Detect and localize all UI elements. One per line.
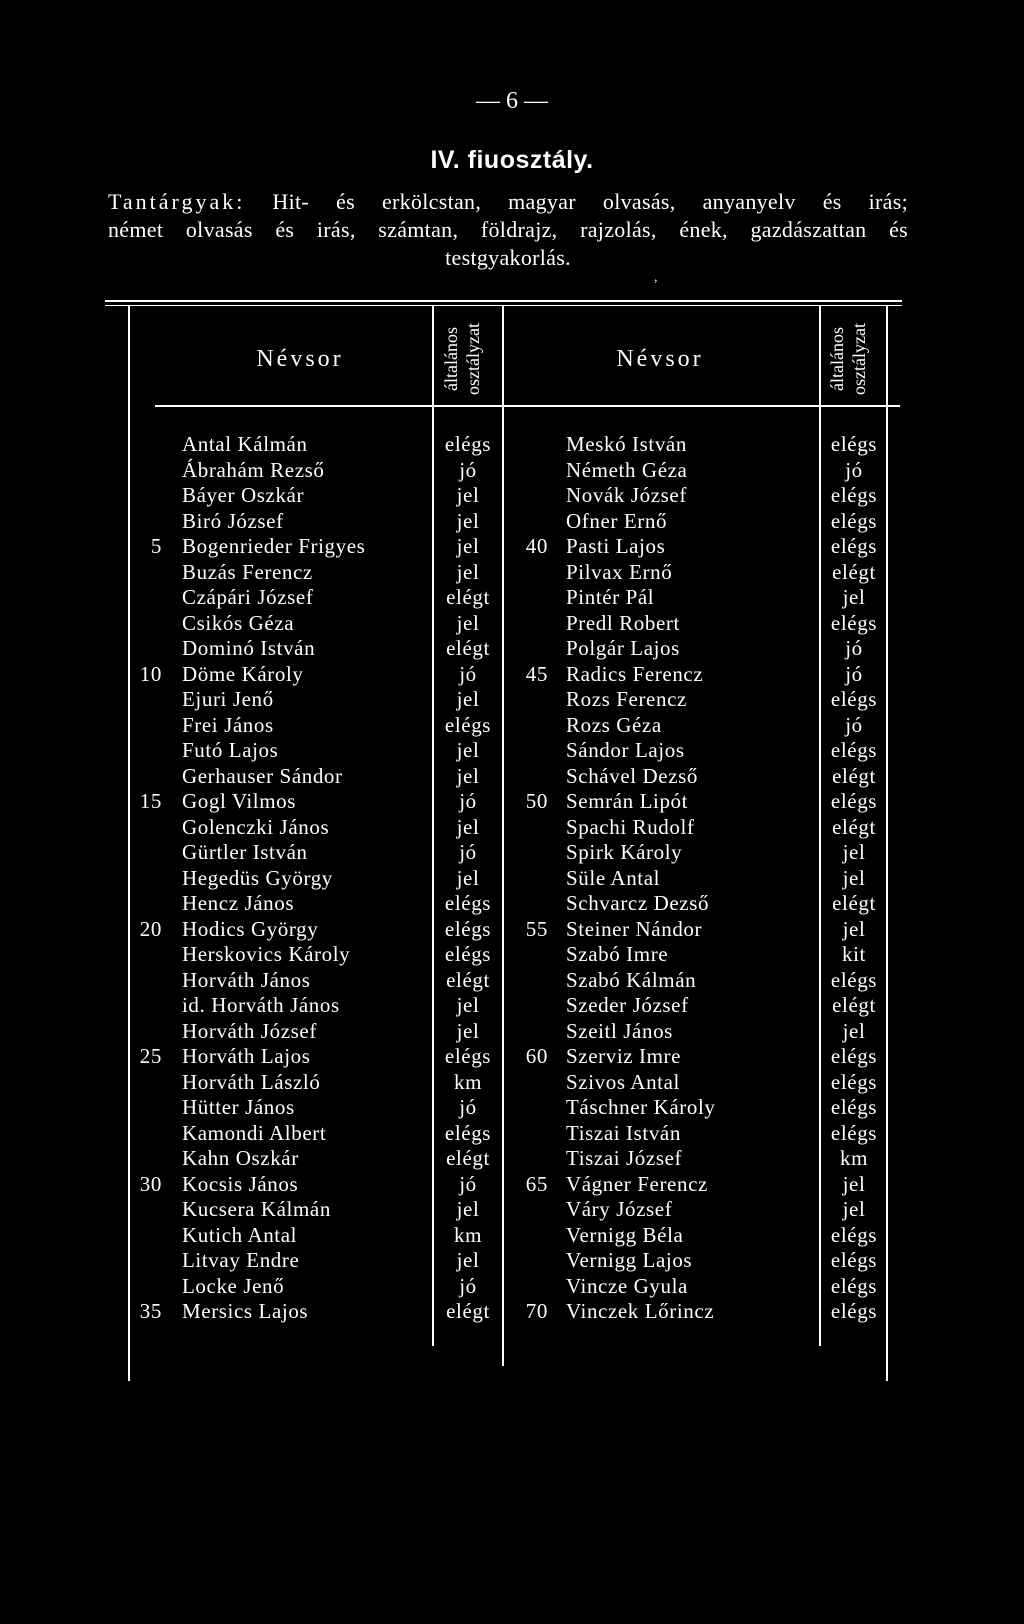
student-grade: jel (456, 559, 480, 584)
table-row (0, 738, 1024, 763)
student-grade: elégs (830, 1069, 878, 1094)
student-grade: jel (456, 534, 480, 558)
student-grade: jó (845, 712, 863, 737)
student-grade: elégs (830, 967, 878, 992)
table-row (0, 942, 1024, 967)
student-name: Hütter János (182, 1095, 295, 1119)
table-row (0, 1223, 1024, 1248)
student-grade: elégt (832, 891, 876, 915)
table-row (0, 993, 1024, 1018)
row-number: 40 (525, 534, 548, 558)
subjects-line-2: német olvasás és irás, számtan, földrajz, rajzolás, ének, gazdászattan és (108, 217, 908, 242)
student-name: Vincze Gyula (566, 1273, 688, 1298)
student-name: Bogenrieder Frigyes (182, 534, 366, 558)
student-grade: km (453, 1222, 483, 1247)
student-grade: jó (459, 661, 477, 686)
student-name: Hodics György (182, 916, 319, 941)
right-header-grade-line1: általános (827, 327, 847, 391)
row-number: 45 (525, 661, 548, 686)
student-name: Meskó István (566, 432, 687, 456)
table-row (0, 687, 1024, 712)
student-name: Váry József (566, 1197, 673, 1221)
student-grade: elégt (446, 1146, 490, 1170)
left-header-grade (440, 318, 495, 400)
student-name: Kucsera Kálmán (182, 1197, 331, 1221)
student-name: Ejuri Jenő (182, 687, 274, 711)
left-header-grade-line1: általános (441, 327, 461, 391)
student-grade: elégs (444, 712, 492, 737)
right-header-grade-line2: osztályzat (849, 323, 869, 395)
student-name: Vernigg Lajos (566, 1248, 693, 1272)
table-row (0, 611, 1024, 636)
table-row (0, 1070, 1024, 1095)
student-grade: elégs (830, 610, 878, 635)
student-name: Szivos Antal (566, 1069, 680, 1094)
student-name: Hencz János (182, 891, 295, 915)
student-grade: elégs (444, 916, 492, 941)
student-grade: jó (459, 1095, 477, 1119)
student-grade: jel (842, 585, 866, 609)
print-mark: , (654, 270, 658, 285)
table-row (0, 891, 1024, 916)
table-row (0, 713, 1024, 738)
student-name: Tiszai József (566, 1146, 683, 1170)
student-name: Szerviz Imre (566, 1044, 682, 1068)
row-number: 70 (525, 1299, 548, 1323)
table-header-rule (155, 405, 900, 407)
student-name: Antal Kálmán (182, 432, 308, 456)
table-row (0, 1121, 1024, 1146)
student-name: Vernigg Béla (566, 1222, 684, 1247)
student-grade: kit (842, 942, 866, 966)
student-name: Gogl Vilmos (182, 789, 297, 813)
student-grade: elégs (830, 1273, 878, 1298)
row-number: 50 (525, 789, 548, 813)
student-name: Németh Géza (566, 457, 688, 482)
right-header-name: Névsor (616, 346, 704, 372)
table-row (0, 764, 1024, 789)
table-row (0, 1019, 1024, 1044)
table-row (0, 585, 1024, 610)
student-name: Vágner Ferencz (566, 1171, 708, 1196)
student-name: Czápári József (182, 585, 314, 609)
table-row (0, 1172, 1024, 1197)
student-grade: elégt (832, 993, 876, 1017)
table-row (0, 483, 1024, 508)
student-grade: jel (456, 508, 480, 533)
student-name: Ábrahám Rezső (182, 457, 325, 482)
page-number: — 6 — (476, 88, 548, 114)
student-name: Kamondi Albert (182, 1120, 327, 1145)
student-grade: elégs (444, 1044, 492, 1068)
student-name: Locke Jenő (182, 1273, 285, 1298)
student-grade: elégt (832, 814, 876, 839)
student-name: Gerhauser Sándor (182, 763, 343, 788)
student-name: Kahn Oszkár (182, 1146, 299, 1170)
table-row (0, 662, 1024, 687)
student-grade: jó (459, 1171, 477, 1196)
student-name: Hegedüs György (182, 865, 333, 890)
row-number: 15 (139, 789, 162, 813)
student-grade: elégs (444, 891, 492, 915)
table-row (0, 432, 1024, 457)
student-grade: jó (459, 840, 477, 864)
row-number: 65 (525, 1171, 548, 1196)
table-row (0, 917, 1024, 942)
student-grade: jel (842, 916, 866, 941)
student-name: Horváth László (182, 1069, 321, 1094)
table-row (0, 560, 1024, 585)
table-row (0, 1146, 1024, 1171)
student-grade: elégs (830, 687, 878, 711)
student-name: Ofner Ernő (566, 508, 668, 533)
student-name: Csikós Géza (182, 610, 295, 635)
student-grade: jel (456, 1197, 480, 1221)
row-number: 5 (150, 534, 162, 558)
student-name: Radics Ferencz (566, 661, 704, 686)
student-grade: jel (456, 1018, 480, 1043)
student-grade: elégt (446, 585, 490, 609)
student-name: Rozs Ferencz (566, 687, 687, 711)
table-row (0, 509, 1024, 534)
table-row (0, 1095, 1024, 1120)
student-name: Rozs Géza (566, 712, 662, 737)
student-name: Polgár Lajos (566, 636, 680, 660)
row-number: 10 (139, 661, 162, 686)
student-name: Vinczek Lőrincz (566, 1299, 715, 1323)
table-row (0, 1274, 1024, 1299)
table-row (0, 636, 1024, 661)
subjects-line-1 (108, 188, 908, 216)
student-name: Frei János (182, 712, 274, 737)
student-name: Golenczki János (182, 814, 330, 839)
student-name: Litvay Endre (182, 1248, 300, 1272)
student-grade: jel (842, 1018, 866, 1043)
row-number: 25 (139, 1044, 162, 1068)
student-grade: elégs (830, 483, 878, 507)
table-row (0, 1248, 1024, 1273)
student-grade: jel (842, 840, 866, 864)
student-grade: jó (845, 661, 863, 686)
student-grade: elégs (830, 738, 878, 762)
student-name: Dominó István (182, 636, 316, 660)
student-grade: elégs (830, 1120, 878, 1145)
student-grade: jel (842, 1171, 866, 1196)
student-name: Herskovics Károly (182, 942, 351, 966)
student-name: Szeder József (566, 993, 689, 1017)
student-name: Kutich Antal (182, 1222, 298, 1247)
table-row (0, 866, 1024, 891)
subjects-paragraph (108, 188, 908, 272)
student-name: Novák József (566, 483, 687, 507)
student-name: Pasti Lajos (566, 534, 666, 558)
student-name: Báyer Oszkár (182, 483, 305, 507)
table-row (0, 458, 1024, 483)
student-name: Mersics Lajos (182, 1299, 309, 1323)
student-grade: jó (459, 789, 477, 813)
student-grade: elégs (830, 789, 878, 813)
student-name: Sándor Lajos (566, 738, 685, 762)
student-name: Táschner Károly (566, 1095, 716, 1119)
student-name: id. Horváth János (182, 993, 340, 1017)
section-heading: IV. fiuosztály. (430, 146, 594, 174)
student-grade: elégs (444, 942, 492, 966)
student-grade: jel (456, 1248, 480, 1272)
student-name: Semrán Lipót (566, 789, 689, 813)
student-grade: elégt (446, 1299, 490, 1323)
student-grade: jel (456, 814, 480, 839)
student-grade: jel (456, 483, 480, 507)
student-name: Kocsis János (182, 1171, 299, 1196)
table-row (0, 840, 1024, 865)
student-name: Steiner Nándor (566, 916, 703, 941)
student-grade: jó (459, 457, 477, 482)
table-row (0, 968, 1024, 993)
student-name: Döme Károly (182, 661, 304, 686)
right-header-grade (826, 318, 881, 400)
student-grade: jel (456, 738, 480, 762)
subjects-line-3: testgyakorlás. (445, 245, 571, 270)
student-grade: elégs (830, 1299, 878, 1323)
student-grade: elégs (444, 432, 492, 456)
student-name: Szabó Imre (566, 942, 669, 966)
student-name: Schvarcz Dezső (566, 891, 710, 915)
table-top-rule (105, 300, 902, 302)
student-grade: elégs (830, 508, 878, 533)
student-grade: jel (456, 687, 480, 711)
student-name: Pintér Pál (566, 585, 655, 609)
student-grade: elégs (444, 1120, 492, 1145)
table-row (0, 1197, 1024, 1222)
student-grade: elégs (830, 432, 878, 456)
student-name: Pilvax Ernő (566, 559, 673, 584)
student-grade: elégs (830, 534, 878, 558)
student-grade: jel (456, 993, 480, 1017)
student-name: Szeitl János (566, 1018, 673, 1043)
student-grade: km (453, 1069, 483, 1094)
student-grade: jel (456, 610, 480, 635)
student-name: Horváth József (182, 1018, 317, 1043)
student-grade: elégt (832, 559, 876, 584)
table-row (0, 815, 1024, 840)
student-name: Buzás Ferencz (182, 559, 313, 584)
table-row (0, 534, 1024, 559)
student-grade: jel (456, 763, 480, 788)
student-grade: elégs (830, 1044, 878, 1068)
left-header-name: Névsor (256, 346, 344, 372)
student-grade: elégt (446, 636, 490, 660)
student-grade: km (839, 1146, 869, 1170)
student-grade: jó (845, 636, 863, 660)
row-number: 60 (525, 1044, 548, 1068)
student-grade: jel (842, 1197, 866, 1221)
student-name: Futó Lajos (182, 738, 279, 762)
student-name: Spachi Rudolf (566, 814, 695, 839)
student-name: Horváth János (182, 967, 311, 992)
student-grade: jó (459, 1273, 477, 1298)
student-name: Gürtler István (182, 840, 308, 864)
student-name: Tiszai István (566, 1120, 681, 1145)
student-grade: elégt (832, 763, 876, 788)
subjects-label: Tantárgyak: (108, 189, 246, 214)
student-name: Spirk Károly (566, 840, 683, 864)
row-number: 30 (139, 1171, 162, 1196)
student-name: Biró József (182, 508, 284, 533)
student-name: Schável Dezső (566, 763, 699, 788)
subjects-text-1: Hit- és erkölcstan, magyar olvasás, anyanyelv és irás; (272, 189, 908, 214)
student-grade: jel (842, 865, 866, 890)
table-row (0, 1044, 1024, 1069)
row-number: 55 (525, 916, 548, 941)
student-grade: elégt (446, 967, 490, 992)
row-number: 20 (139, 916, 162, 941)
student-name: Predl Robert (566, 610, 680, 635)
student-grade: elégs (830, 1222, 878, 1247)
student-grade: jó (845, 457, 863, 482)
row-number: 35 (139, 1299, 162, 1323)
student-grade: elégs (830, 1248, 878, 1272)
table-row (0, 789, 1024, 814)
table-row (0, 1299, 1024, 1324)
student-name: Szabó Kálmán (566, 967, 697, 992)
left-header-grade-line2: osztályzat (463, 323, 483, 395)
student-name: Horváth Lajos (182, 1044, 311, 1068)
student-grade: jel (456, 865, 480, 890)
student-grade: elégs (830, 1095, 878, 1119)
student-name: Süle Antal (566, 865, 661, 890)
